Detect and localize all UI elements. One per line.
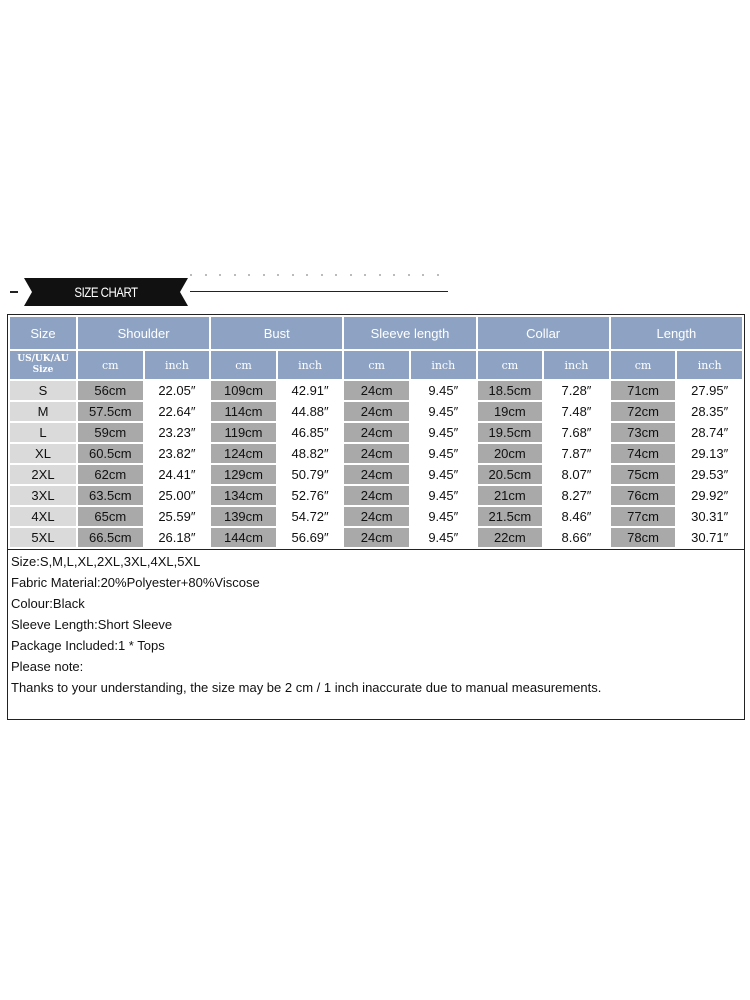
collar-cm-cell: 21cm <box>478 486 543 505</box>
bust-cm-cell: 109cm <box>211 381 276 400</box>
bust-inch-cell: 42.91″ <box>278 381 343 400</box>
length-inch-cell: 29.13″ <box>677 444 742 463</box>
length-cm-cell: 72cm <box>611 402 676 421</box>
shoulder-inch-cell: 23.82″ <box>145 444 210 463</box>
unit-cm: cm <box>78 351 143 379</box>
bust-cm-cell: 119cm <box>211 423 276 442</box>
sleeve-cm-cell: 24cm <box>344 444 409 463</box>
collar-cm-cell: 20.5cm <box>478 465 543 484</box>
length-cm-cell: 76cm <box>611 486 676 505</box>
info-package: Package Included:1 * Tops <box>11 638 165 653</box>
table-row <box>10 486 742 505</box>
collar-cm-cell: 22cm <box>478 528 543 547</box>
bust-cm-cell: 134cm <box>211 486 276 505</box>
unit-inch: inch <box>677 351 742 379</box>
info-colour: Colour:Black <box>11 596 85 611</box>
banner-dot <box>335 274 337 276</box>
bust-inch-cell: 44.88″ <box>278 402 343 421</box>
shoulder-inch-cell: 22.64″ <box>145 402 210 421</box>
bust-inch-cell: 54.72″ <box>278 507 343 526</box>
banner-dot <box>350 274 352 276</box>
banner-dot <box>408 274 410 276</box>
bust-cm-cell: 129cm <box>211 465 276 484</box>
length-inch-cell: 28.35″ <box>677 402 742 421</box>
banner-dot <box>219 274 221 276</box>
length-inch-cell: 28.74″ <box>677 423 742 442</box>
collar-cm-cell: 21.5cm <box>478 507 543 526</box>
sleeve-inch-cell: 9.45″ <box>411 381 476 400</box>
shoulder-cm-cell: 66.5cm <box>78 528 143 547</box>
unit-cm: cm <box>344 351 409 379</box>
size-chart-ribbon <box>24 278 188 306</box>
bust-cm-cell: 114cm <box>211 402 276 421</box>
collar-inch-cell: 7.28″ <box>544 381 609 400</box>
size-cell: XL <box>10 444 76 463</box>
length-inch-cell: 30.31″ <box>677 507 742 526</box>
unit-inch: inch <box>544 351 609 379</box>
table-row <box>10 402 742 421</box>
size-table-body <box>10 381 742 547</box>
sleeve-cm-cell: 24cm <box>344 465 409 484</box>
collar-inch-cell: 7.68″ <box>544 423 609 442</box>
unit-inch: inch <box>411 351 476 379</box>
bust-inch-cell: 56.69″ <box>278 528 343 547</box>
banner-dot <box>437 274 439 276</box>
banner-dots <box>190 272 448 278</box>
size-cell: 2XL <box>10 465 76 484</box>
table-row <box>10 507 742 526</box>
banner-dot <box>277 274 279 276</box>
length-cm-cell: 77cm <box>611 507 676 526</box>
collar-inch-cell: 8.27″ <box>544 486 609 505</box>
shoulder-inch-cell: 25.00″ <box>145 486 210 505</box>
size-chart-title: SIZE CHART <box>74 284 138 300</box>
size-cell: 5XL <box>10 528 76 547</box>
size-cell: 4XL <box>10 507 76 526</box>
size-table-frame <box>7 314 745 550</box>
shoulder-inch-cell: 26.18″ <box>145 528 210 547</box>
bust-inch-cell: 46.85″ <box>278 423 343 442</box>
shoulder-cm-cell: 56cm <box>78 381 143 400</box>
bust-inch-cell: 52.76″ <box>278 486 343 505</box>
header-row <box>10 317 742 349</box>
length-inch-cell: 29.92″ <box>677 486 742 505</box>
size-cell: M <box>10 402 76 421</box>
unit-inch: inch <box>278 351 343 379</box>
table-row <box>10 444 742 463</box>
header-shoulder: Shoulder <box>78 317 209 349</box>
size-cell: S <box>10 381 76 400</box>
sleeve-cm-cell: 24cm <box>344 423 409 442</box>
shoulder-cm-cell: 57.5cm <box>78 402 143 421</box>
unit-inch: inch <box>145 351 210 379</box>
bust-cm-cell: 144cm <box>211 528 276 547</box>
banner-dot <box>379 274 381 276</box>
length-cm-cell: 75cm <box>611 465 676 484</box>
banner-dot <box>205 274 207 276</box>
banner-dot <box>263 274 265 276</box>
unit-cm: cm <box>211 351 276 379</box>
shoulder-cm-cell: 65cm <box>78 507 143 526</box>
size-chart-banner <box>0 268 750 320</box>
collar-inch-cell: 8.46″ <box>544 507 609 526</box>
collar-cm-cell: 20cm <box>478 444 543 463</box>
table-row <box>10 465 742 484</box>
banner-dash <box>10 291 18 293</box>
header-size: Size <box>10 317 76 349</box>
collar-inch-cell: 8.66″ <box>544 528 609 547</box>
unit-cm: cm <box>478 351 543 379</box>
header-bust: Bust <box>211 317 342 349</box>
shoulder-cm-cell: 60.5cm <box>78 444 143 463</box>
banner-dot <box>306 274 308 276</box>
banner-dot <box>190 274 192 276</box>
sleeve-inch-cell: 9.45″ <box>411 486 476 505</box>
sleeve-inch-cell: 9.45″ <box>411 423 476 442</box>
shoulder-cm-cell: 63.5cm <box>78 486 143 505</box>
banner-dot <box>422 274 424 276</box>
table-row <box>10 381 742 400</box>
product-info <box>7 550 745 720</box>
info-sizes: Size:S,M,L,XL,2XL,3XL,4XL,5XL <box>11 554 201 569</box>
shoulder-cm-cell: 59cm <box>78 423 143 442</box>
bust-cm-cell: 139cm <box>211 507 276 526</box>
table-row <box>10 423 742 442</box>
size-cell: 3XL <box>10 486 76 505</box>
info-note-heading: Please note: <box>11 659 84 674</box>
shoulder-inch-cell: 22.05″ <box>145 381 210 400</box>
sleeve-inch-cell: 9.45″ <box>411 528 476 547</box>
size-cell: L <box>10 423 76 442</box>
collar-cm-cell: 18.5cm <box>478 381 543 400</box>
length-cm-cell: 74cm <box>611 444 676 463</box>
collar-inch-cell: 7.48″ <box>544 402 609 421</box>
info-note-text: Thanks to your understanding, the size may be 2 cm / 1 inch inaccurate due to manual measurements. <box>11 680 602 695</box>
sleeve-inch-cell: 9.45″ <box>411 465 476 484</box>
sleeve-cm-cell: 24cm <box>344 507 409 526</box>
bust-inch-cell: 48.82″ <box>278 444 343 463</box>
shoulder-inch-cell: 23.23″ <box>145 423 210 442</box>
length-inch-cell: 27.95″ <box>677 381 742 400</box>
bust-inch-cell: 50.79″ <box>278 465 343 484</box>
length-inch-cell: 30.71″ <box>677 528 742 547</box>
bust-cm-cell: 124cm <box>211 444 276 463</box>
banner-dot <box>393 274 395 276</box>
shoulder-inch-cell: 24.41″ <box>145 465 210 484</box>
sleeve-cm-cell: 24cm <box>344 381 409 400</box>
table-row <box>10 528 742 547</box>
sleeve-cm-cell: 24cm <box>344 528 409 547</box>
collar-cm-cell: 19cm <box>478 402 543 421</box>
info-fabric: Fabric Material:20%Polyester+80%Viscose <box>11 575 260 590</box>
sleeve-cm-cell: 24cm <box>344 402 409 421</box>
length-inch-cell: 29.53″ <box>677 465 742 484</box>
unit-cm: cm <box>611 351 676 379</box>
collar-cm-cell: 19.5cm <box>478 423 543 442</box>
collar-inch-cell: 7.87″ <box>544 444 609 463</box>
shoulder-inch-cell: 25.59″ <box>145 507 210 526</box>
banner-dot <box>234 274 236 276</box>
info-sleeve-length: Sleeve Length:Short Sleeve <box>11 617 173 632</box>
collar-inch-cell: 8.07″ <box>544 465 609 484</box>
length-cm-cell: 73cm <box>611 423 676 442</box>
shoulder-cm-cell: 62cm <box>78 465 143 484</box>
sleeve-inch-cell: 9.45″ <box>411 444 476 463</box>
header-sleeve-length: Sleeve length <box>344 317 475 349</box>
length-cm-cell: 71cm <box>611 381 676 400</box>
banner-dot <box>292 274 294 276</box>
header-length: Length <box>611 317 742 349</box>
banner-dot <box>248 274 250 276</box>
sleeve-cm-cell: 24cm <box>344 486 409 505</box>
banner-line <box>190 291 448 292</box>
size-table <box>8 315 744 549</box>
size-region-label: US/UK/AU Size <box>10 351 76 379</box>
sleeve-inch-cell: 9.45″ <box>411 402 476 421</box>
header-collar: Collar <box>478 317 609 349</box>
unit-row <box>10 351 742 379</box>
sleeve-inch-cell: 9.45″ <box>411 507 476 526</box>
banner-dot <box>321 274 323 276</box>
banner-dot <box>364 274 366 276</box>
length-cm-cell: 78cm <box>611 528 676 547</box>
